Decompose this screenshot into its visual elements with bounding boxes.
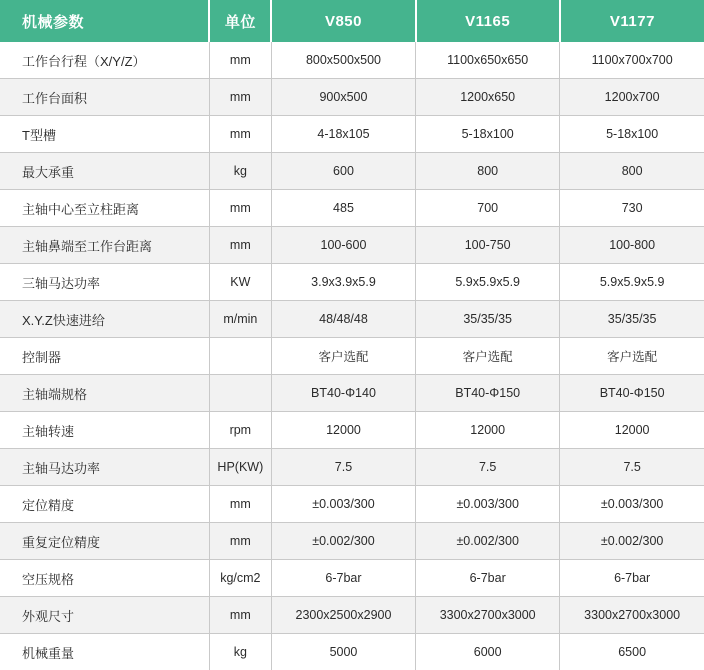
row-value-v1177: BT40-Φ150 (560, 375, 704, 412)
row-parameter: 外观尺寸 (0, 597, 209, 634)
row-value-v850: 100-600 (271, 227, 415, 264)
row-value-v850: ±0.002/300 (271, 523, 415, 560)
table-row (0, 301, 704, 338)
row-value-v850: 485 (271, 190, 415, 227)
row-value-v850: 12000 (271, 412, 415, 449)
table-row (0, 264, 704, 301)
row-value-v850: 5000 (271, 634, 415, 670)
row-unit: kg (209, 153, 271, 190)
table-row (0, 634, 704, 670)
column-header-model-v1177: V1177 (560, 0, 704, 42)
row-parameter: 主轴端规格 (0, 375, 209, 412)
column-header-model-v850: V850 (271, 0, 415, 42)
row-parameter: 主轴中心至立柱距离 (0, 190, 209, 227)
table-row (0, 190, 704, 227)
column-header-parameter: 机械参数 (0, 0, 209, 42)
table-row (0, 449, 704, 486)
row-value-v1165: 3300x2700x3000 (416, 597, 560, 634)
row-value-v850: 3.9x3.9x5.9 (271, 264, 415, 301)
row-unit: m/min (209, 301, 271, 338)
row-parameter: 主轴马达功率 (0, 449, 209, 486)
row-parameter: 三轴马达功率 (0, 264, 209, 301)
row-value-v850: 7.5 (271, 449, 415, 486)
column-header-unit: 单位 (209, 0, 271, 42)
row-value-v1165: BT40-Φ150 (416, 375, 560, 412)
row-value-v1177: 35/35/35 (560, 301, 704, 338)
row-value-v1165: 100-750 (416, 227, 560, 264)
row-value-v1165: 客户选配 (416, 338, 560, 375)
row-value-v1177: 5.9x5.9x5.9 (560, 264, 704, 301)
table-row (0, 116, 704, 153)
row-value-v1165: 6000 (416, 634, 560, 670)
row-value-v1177: 800 (560, 153, 704, 190)
row-value-v1165: 6-7bar (416, 560, 560, 597)
table-row (0, 227, 704, 264)
row-value-v850: 48/48/48 (271, 301, 415, 338)
row-value-v850: ±0.003/300 (271, 486, 415, 523)
row-value-v1177: 6-7bar (560, 560, 704, 597)
row-parameter: 工作台面积 (0, 79, 209, 116)
header-row (0, 0, 704, 42)
row-unit: mm (209, 79, 271, 116)
row-unit: kg (209, 634, 271, 670)
row-value-v1165: 700 (416, 190, 560, 227)
row-parameter: 重复定位精度 (0, 523, 209, 560)
row-value-v1177: 1200x700 (560, 79, 704, 116)
row-parameter: 定位精度 (0, 486, 209, 523)
row-value-v1165: ±0.003/300 (416, 486, 560, 523)
row-value-v1165: 1200x650 (416, 79, 560, 116)
row-value-v850: 900x500 (271, 79, 415, 116)
row-value-v850: 6-7bar (271, 560, 415, 597)
table-row (0, 338, 704, 375)
row-value-v1165: 1100x650x650 (416, 42, 560, 79)
row-parameter: 工作台行程（X/Y/Z） (0, 42, 209, 79)
table-row (0, 79, 704, 116)
row-parameter: 主轴鼻端至工作台距离 (0, 227, 209, 264)
row-unit: mm (209, 42, 271, 79)
row-value-v850: BT40-Φ140 (271, 375, 415, 412)
table-row (0, 597, 704, 634)
row-value-v1177: 1100x700x700 (560, 42, 704, 79)
row-value-v1165: 800 (416, 153, 560, 190)
row-value-v1177: 客户选配 (560, 338, 704, 375)
row-value-v1165: 7.5 (416, 449, 560, 486)
table-row (0, 42, 704, 79)
row-value-v1177: 7.5 (560, 449, 704, 486)
row-parameter: 机械重量 (0, 634, 209, 670)
table-header (0, 0, 704, 42)
row-unit: mm (209, 227, 271, 264)
row-value-v1177: 6500 (560, 634, 704, 670)
row-unit (209, 338, 271, 375)
row-unit (209, 375, 271, 412)
row-value-v850: 客户选配 (271, 338, 415, 375)
table-row (0, 560, 704, 597)
row-value-v1165: ±0.002/300 (416, 523, 560, 560)
row-value-v850: 2300x2500x2900 (271, 597, 415, 634)
row-unit: mm (209, 190, 271, 227)
row-value-v1177: ±0.003/300 (560, 486, 704, 523)
table-row (0, 486, 704, 523)
row-unit: mm (209, 486, 271, 523)
row-unit: HP(KW) (209, 449, 271, 486)
row-value-v1165: 12000 (416, 412, 560, 449)
table-row (0, 412, 704, 449)
row-value-v1177: 12000 (560, 412, 704, 449)
row-unit: KW (209, 264, 271, 301)
row-value-v1177: ±0.002/300 (560, 523, 704, 560)
row-value-v1177: 3300x2700x3000 (560, 597, 704, 634)
row-value-v850: 600 (271, 153, 415, 190)
row-unit: kg/cm2 (209, 560, 271, 597)
row-value-v1165: 35/35/35 (416, 301, 560, 338)
row-value-v1165: 5.9x5.9x5.9 (416, 264, 560, 301)
row-value-v1177: 5-18x100 (560, 116, 704, 153)
row-unit: mm (209, 597, 271, 634)
row-parameter: 控制器 (0, 338, 209, 375)
row-value-v1165: 5-18x100 (416, 116, 560, 153)
table-body (0, 42, 704, 670)
row-unit: mm (209, 523, 271, 560)
row-value-v850: 800x500x500 (271, 42, 415, 79)
row-value-v1177: 730 (560, 190, 704, 227)
row-unit: mm (209, 116, 271, 153)
row-parameter: X.Y.Z快速进给 (0, 301, 209, 338)
row-value-v850: 4-18x105 (271, 116, 415, 153)
row-value-v1177: 100-800 (560, 227, 704, 264)
row-parameter: 主轴转速 (0, 412, 209, 449)
table-row (0, 523, 704, 560)
table-row (0, 153, 704, 190)
row-parameter: T型槽 (0, 116, 209, 153)
row-unit: rpm (209, 412, 271, 449)
column-header-model-v1165: V1165 (416, 0, 560, 42)
row-parameter: 最大承重 (0, 153, 209, 190)
row-parameter: 空压规格 (0, 560, 209, 597)
table-row (0, 375, 704, 412)
